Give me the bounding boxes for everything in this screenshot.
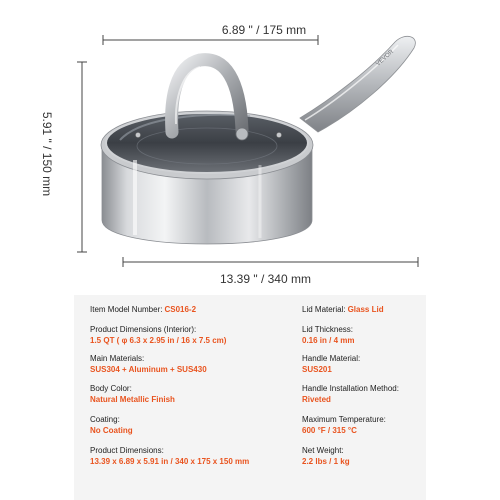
spec-lid-material: Lid Material: Glass Lid [302,305,384,314]
length-dimension-label: 13.39 " / 340 mm [220,272,311,286]
spec-body-color: Body Color: Natural Metallic Finish [90,384,175,404]
specifications-panel [74,295,426,500]
spec-lid-thickness: Lid Thickness: 0.16 in / 4 mm [302,325,355,345]
spec-main-materials: Main Materials: SUS304 + Aluminum + SUS430 [90,354,207,374]
spec-model-number: Item Model Number: CS016-2 [90,305,197,314]
spec-handle-installation: Handle Installation Method: Riveted [302,384,399,404]
height-dimension-label: 5.91 " / 150 mm [40,111,54,197]
spec-coating: Coating: No Coating [90,415,133,435]
handle-brand-text: VEVOR [375,48,395,68]
width-dimension-label: 6.89 " / 175 mm [221,23,307,37]
spec-interior-dimensions: Product Dimensions (Interior): 1.5 QT ( φ 6.3 x 2.95 in / 16 x 7.5 cm) [90,325,227,345]
spec-max-temperature: Maximum Temperature: 600 °F / 315 °C [302,415,386,435]
spec-net-weight: Net Weight: 2.2 lbs / 1 kg [302,446,350,466]
spec-product-dimensions: Product Dimensions: 13.39 x 6.89 x 5.91 in / 340 x 175 x 150 mm [90,446,250,466]
spec-handle-material: Handle Material: SUS201 [302,354,361,374]
